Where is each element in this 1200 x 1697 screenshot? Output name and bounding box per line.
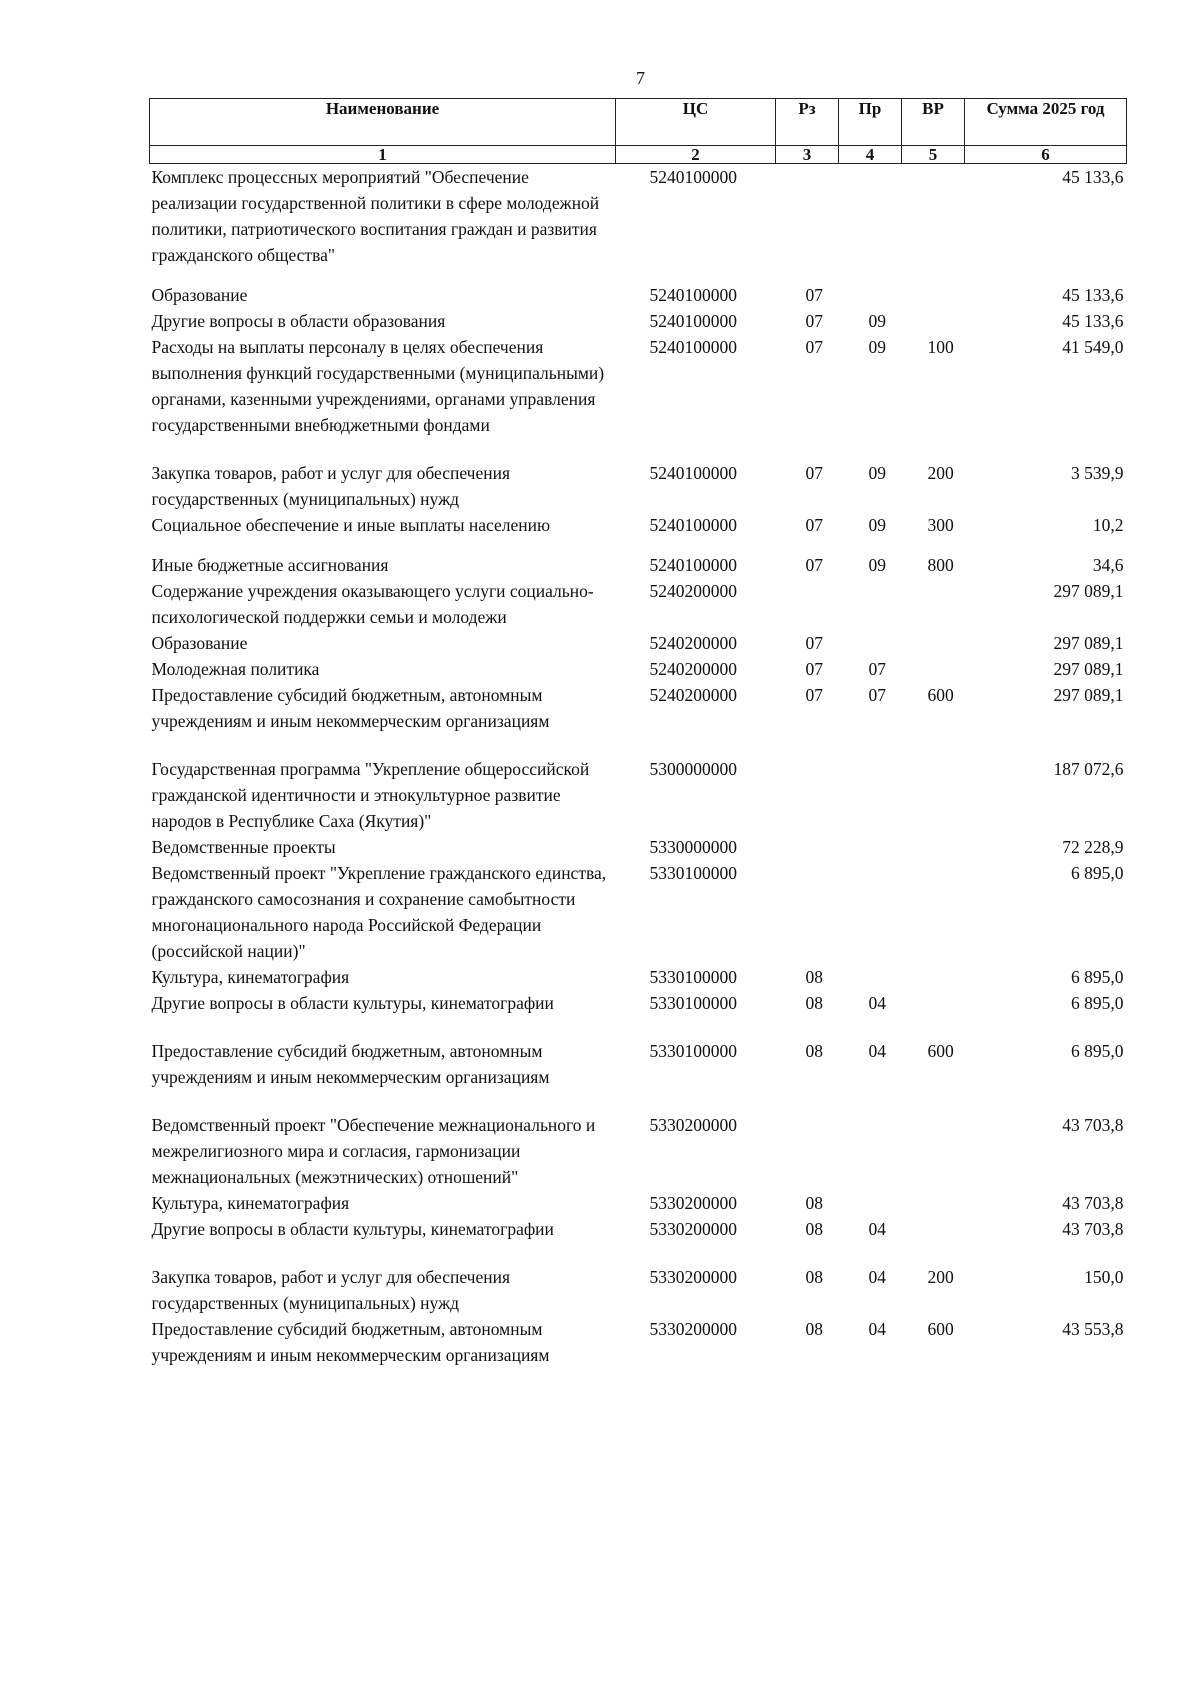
cell-sum: 45 133,6 — [1062, 311, 1124, 331]
cell-cs: 5240200000 — [649, 581, 737, 601]
cell-pr: 09 — [868, 337, 886, 357]
cell-rz: 07 — [805, 659, 823, 679]
cell-cs: 5330200000 — [649, 1115, 737, 1135]
budget-table — [149, 98, 1127, 1368]
table-row — [150, 1190, 1127, 1216]
table-row — [150, 334, 1127, 438]
cell-cs: 5330200000 — [649, 1219, 737, 1239]
cell-rz — [776, 578, 839, 630]
cell-vr — [902, 268, 965, 308]
cell-rz: 08 — [805, 993, 823, 1013]
cell-name: Комплекс процессных мероприятий "Обеспечение реализации государственной политики в сфере молодежной политики, патриотического воспитания граждан и развития гражданского общества" — [151, 167, 600, 265]
cell-vr: 100 — [927, 337, 954, 357]
cell-rz — [776, 834, 839, 860]
column-number: 5 — [902, 146, 965, 164]
cell-pr — [839, 1090, 902, 1190]
cell-pr — [839, 734, 902, 834]
cell-vr: 200 — [927, 463, 954, 483]
cell-vr — [902, 860, 965, 964]
cell-vr — [902, 1216, 965, 1242]
cell-sum: 297 089,1 — [1053, 581, 1124, 601]
cell-rz: 08 — [805, 1319, 823, 1339]
cell-pr: 09 — [868, 555, 886, 575]
cell-cs: 5240100000 — [649, 337, 737, 357]
cell-name: Социальное обеспечение и иные выплаты населению — [151, 515, 551, 535]
cell-pr — [839, 268, 902, 308]
header-sum: Сумма 2025 год — [965, 99, 1127, 146]
table-row — [150, 438, 1127, 512]
table-row — [150, 1316, 1127, 1368]
cell-name: Содержание учреждения оказывающего услуги социально-психологической поддержки семьи и молодежи — [151, 581, 594, 627]
cell-cs: 5240200000 — [649, 685, 737, 705]
cell-rz: 07 — [805, 285, 823, 305]
cell-name: Молодежная политика — [151, 659, 320, 679]
cell-name: Культура, кинематография — [151, 1193, 350, 1213]
header-cs: ЦС — [616, 99, 776, 146]
cell-name: Предоставление субсидий бюджетным, автономным учреждениям и иным некоммерческим организациям — [151, 1041, 550, 1087]
cell-pr: 04 — [868, 1267, 886, 1287]
cell-sum: 43 553,8 — [1062, 1319, 1124, 1339]
cell-cs: 5240100000 — [649, 463, 737, 483]
header-pr: Пр — [839, 99, 902, 146]
table-row — [150, 656, 1127, 682]
header-vr: ВР — [902, 99, 965, 146]
cell-vr — [902, 308, 965, 334]
cell-rz: 08 — [805, 1219, 823, 1239]
column-number: 2 — [616, 146, 776, 164]
cell-name: Ведомственный проект "Обеспечение межнационального и межрелигиозного мира и согласия, гармонизации межнациональных (межэтнических) отношений" — [151, 1115, 596, 1187]
cell-rz — [776, 1090, 839, 1190]
cell-sum: 3 539,9 — [1071, 463, 1124, 483]
cell-pr: 04 — [868, 1041, 886, 1061]
cell-name: Другие вопросы в области культуры, кинематографии — [151, 993, 554, 1013]
cell-cs: 5330100000 — [649, 967, 737, 987]
cell-pr: 07 — [868, 685, 886, 705]
cell-cs: 5240100000 — [649, 285, 737, 305]
cell-vr — [902, 164, 965, 269]
cell-rz: 07 — [805, 311, 823, 331]
cell-rz: 07 — [805, 515, 823, 535]
cell-cs: 5240100000 — [649, 555, 737, 575]
cell-rz — [776, 860, 839, 964]
cell-sum: 72 228,9 — [1062, 837, 1124, 857]
cell-cs: 5330100000 — [649, 993, 737, 1013]
cell-cs: 5240200000 — [649, 659, 737, 679]
cell-vr: 600 — [927, 685, 954, 705]
table-row — [150, 682, 1127, 734]
cell-pr — [839, 834, 902, 860]
cell-pr — [839, 1190, 902, 1216]
cell-sum: 297 089,1 — [1053, 685, 1124, 705]
cell-vr: 300 — [927, 515, 954, 535]
cell-cs: 5240100000 — [649, 515, 737, 535]
cell-rz — [776, 734, 839, 834]
column-number-row — [150, 146, 1127, 164]
cell-sum: 6 895,0 — [1071, 1041, 1124, 1061]
cell-sum: 43 703,8 — [1062, 1115, 1124, 1135]
table-row — [150, 538, 1127, 578]
cell-name: Другие вопросы в области образования — [151, 311, 446, 331]
cell-cs: 5330200000 — [649, 1319, 737, 1339]
cell-cs: 5330200000 — [649, 1193, 737, 1213]
cell-pr — [839, 860, 902, 964]
cell-name: Закупка товаров, работ и услуг для обеспечения государственных (муниципальных) нужд — [151, 1267, 511, 1313]
table-row — [150, 834, 1127, 860]
cell-name: Ведомственные проекты — [151, 837, 336, 857]
cell-rz: 07 — [805, 633, 823, 653]
cell-cs: 5240200000 — [649, 633, 737, 653]
cell-vr: 600 — [927, 1041, 954, 1061]
cell-rz: 07 — [805, 685, 823, 705]
table-row — [150, 990, 1127, 1016]
cell-sum: 297 089,1 — [1053, 633, 1124, 653]
cell-vr — [902, 964, 965, 990]
cell-vr: 600 — [927, 1319, 954, 1339]
cell-name: Образование — [151, 633, 248, 653]
cell-rz: 08 — [805, 967, 823, 987]
cell-vr — [902, 990, 965, 1016]
cell-sum: 150,0 — [1084, 1267, 1124, 1287]
page-number: 7 — [636, 68, 645, 88]
cell-pr: 07 — [868, 659, 886, 679]
table-row — [150, 268, 1127, 308]
cell-rz: 08 — [805, 1041, 823, 1061]
cell-sum: 43 703,8 — [1062, 1219, 1124, 1239]
cell-sum: 10,2 — [1092, 515, 1124, 535]
cell-cs: 5300000000 — [649, 759, 737, 779]
cell-sum: 34,6 — [1092, 555, 1124, 575]
table-body — [150, 164, 1127, 1369]
table-row — [150, 1016, 1127, 1090]
cell-name: Образование — [151, 285, 248, 305]
header-rz: Рз — [776, 99, 839, 146]
cell-cs: 5330100000 — [649, 863, 737, 883]
cell-pr: 04 — [868, 993, 886, 1013]
cell-name: Другие вопросы в области культуры, кинематографии — [151, 1219, 554, 1239]
cell-pr — [839, 164, 902, 269]
table-row — [150, 1216, 1127, 1242]
table-row — [150, 164, 1127, 269]
cell-vr — [902, 656, 965, 682]
column-number: 4 — [839, 146, 902, 164]
cell-sum: 6 895,0 — [1071, 863, 1124, 883]
cell-pr: 04 — [868, 1219, 886, 1239]
cell-pr: 09 — [868, 463, 886, 483]
table-row — [150, 734, 1127, 834]
cell-name: Ведомственный проект "Укрепление гражданского единства, гражданского самосознания и сохранение самобытности многонационального народа Российской Федерации (российской нации)" — [151, 863, 607, 961]
cell-name: Расходы на выплаты персоналу в целях обеспечения выполнения функций государственными (муниципальными) органами, казенными учреждениями, органами управления государственными внебюджетными фондами — [151, 337, 605, 435]
cell-cs: 5330000000 — [649, 837, 737, 857]
column-number: 3 — [776, 146, 839, 164]
cell-name: Культура, кинематография — [151, 967, 350, 987]
cell-cs: 5330200000 — [649, 1267, 737, 1287]
column-number: 1 — [150, 146, 616, 164]
cell-vr — [902, 578, 965, 630]
header-row — [150, 99, 1127, 146]
cell-rz: 07 — [805, 337, 823, 357]
cell-vr — [902, 734, 965, 834]
cell-cs: 5330100000 — [649, 1041, 737, 1061]
cell-sum: 45 133,6 — [1062, 285, 1124, 305]
header-name: Наименование — [150, 99, 616, 146]
cell-sum: 6 895,0 — [1071, 993, 1124, 1013]
table-row — [150, 512, 1127, 538]
cell-name: Закупка товаров, работ и услуг для обеспечения государственных (муниципальных) нужд — [151, 463, 511, 509]
cell-vr: 800 — [927, 555, 954, 575]
cell-sum: 297 089,1 — [1053, 659, 1124, 679]
cell-cs: 5240100000 — [649, 167, 737, 187]
cell-vr: 200 — [927, 1267, 954, 1287]
cell-sum: 43 703,8 — [1062, 1193, 1124, 1213]
cell-name: Иные бюджетные ассигнования — [151, 555, 389, 575]
cell-name: Государственная программа "Укрепление общероссийской гражданской идентичности и этнокультурное развитие народов в Республике Саха (Якутия)" — [151, 759, 590, 831]
cell-sum: 6 895,0 — [1071, 967, 1124, 987]
cell-sum: 41 549,0 — [1062, 337, 1124, 357]
cell-rz — [776, 164, 839, 269]
cell-pr — [839, 630, 902, 656]
cell-rz: 07 — [805, 463, 823, 483]
cell-pr — [839, 964, 902, 990]
cell-rz: 08 — [805, 1193, 823, 1213]
cell-vr — [902, 630, 965, 656]
table-row — [150, 860, 1127, 964]
cell-pr: 09 — [868, 515, 886, 535]
table-row — [150, 578, 1127, 630]
cell-pr: 09 — [868, 311, 886, 331]
cell-name: Предоставление субсидий бюджетным, автономным учреждениям и иным некоммерческим организациям — [151, 1319, 550, 1365]
cell-sum: 187 072,6 — [1053, 759, 1124, 779]
cell-vr — [902, 1190, 965, 1216]
column-number: 6 — [965, 146, 1127, 164]
cell-rz: 07 — [805, 555, 823, 575]
cell-name: Предоставление субсидий бюджетным, автономным учреждениям и иным некоммерческим организациям — [151, 685, 550, 731]
table-row — [150, 1090, 1127, 1190]
table-row — [150, 1242, 1127, 1316]
table-row — [150, 964, 1127, 990]
cell-vr — [902, 834, 965, 860]
cell-pr: 04 — [868, 1319, 886, 1339]
cell-sum: 45 133,6 — [1062, 167, 1124, 187]
cell-rz: 08 — [805, 1267, 823, 1287]
cell-vr — [902, 1090, 965, 1190]
table-row — [150, 630, 1127, 656]
cell-pr — [839, 578, 902, 630]
table-row — [150, 308, 1127, 334]
cell-cs: 5240100000 — [649, 311, 737, 331]
